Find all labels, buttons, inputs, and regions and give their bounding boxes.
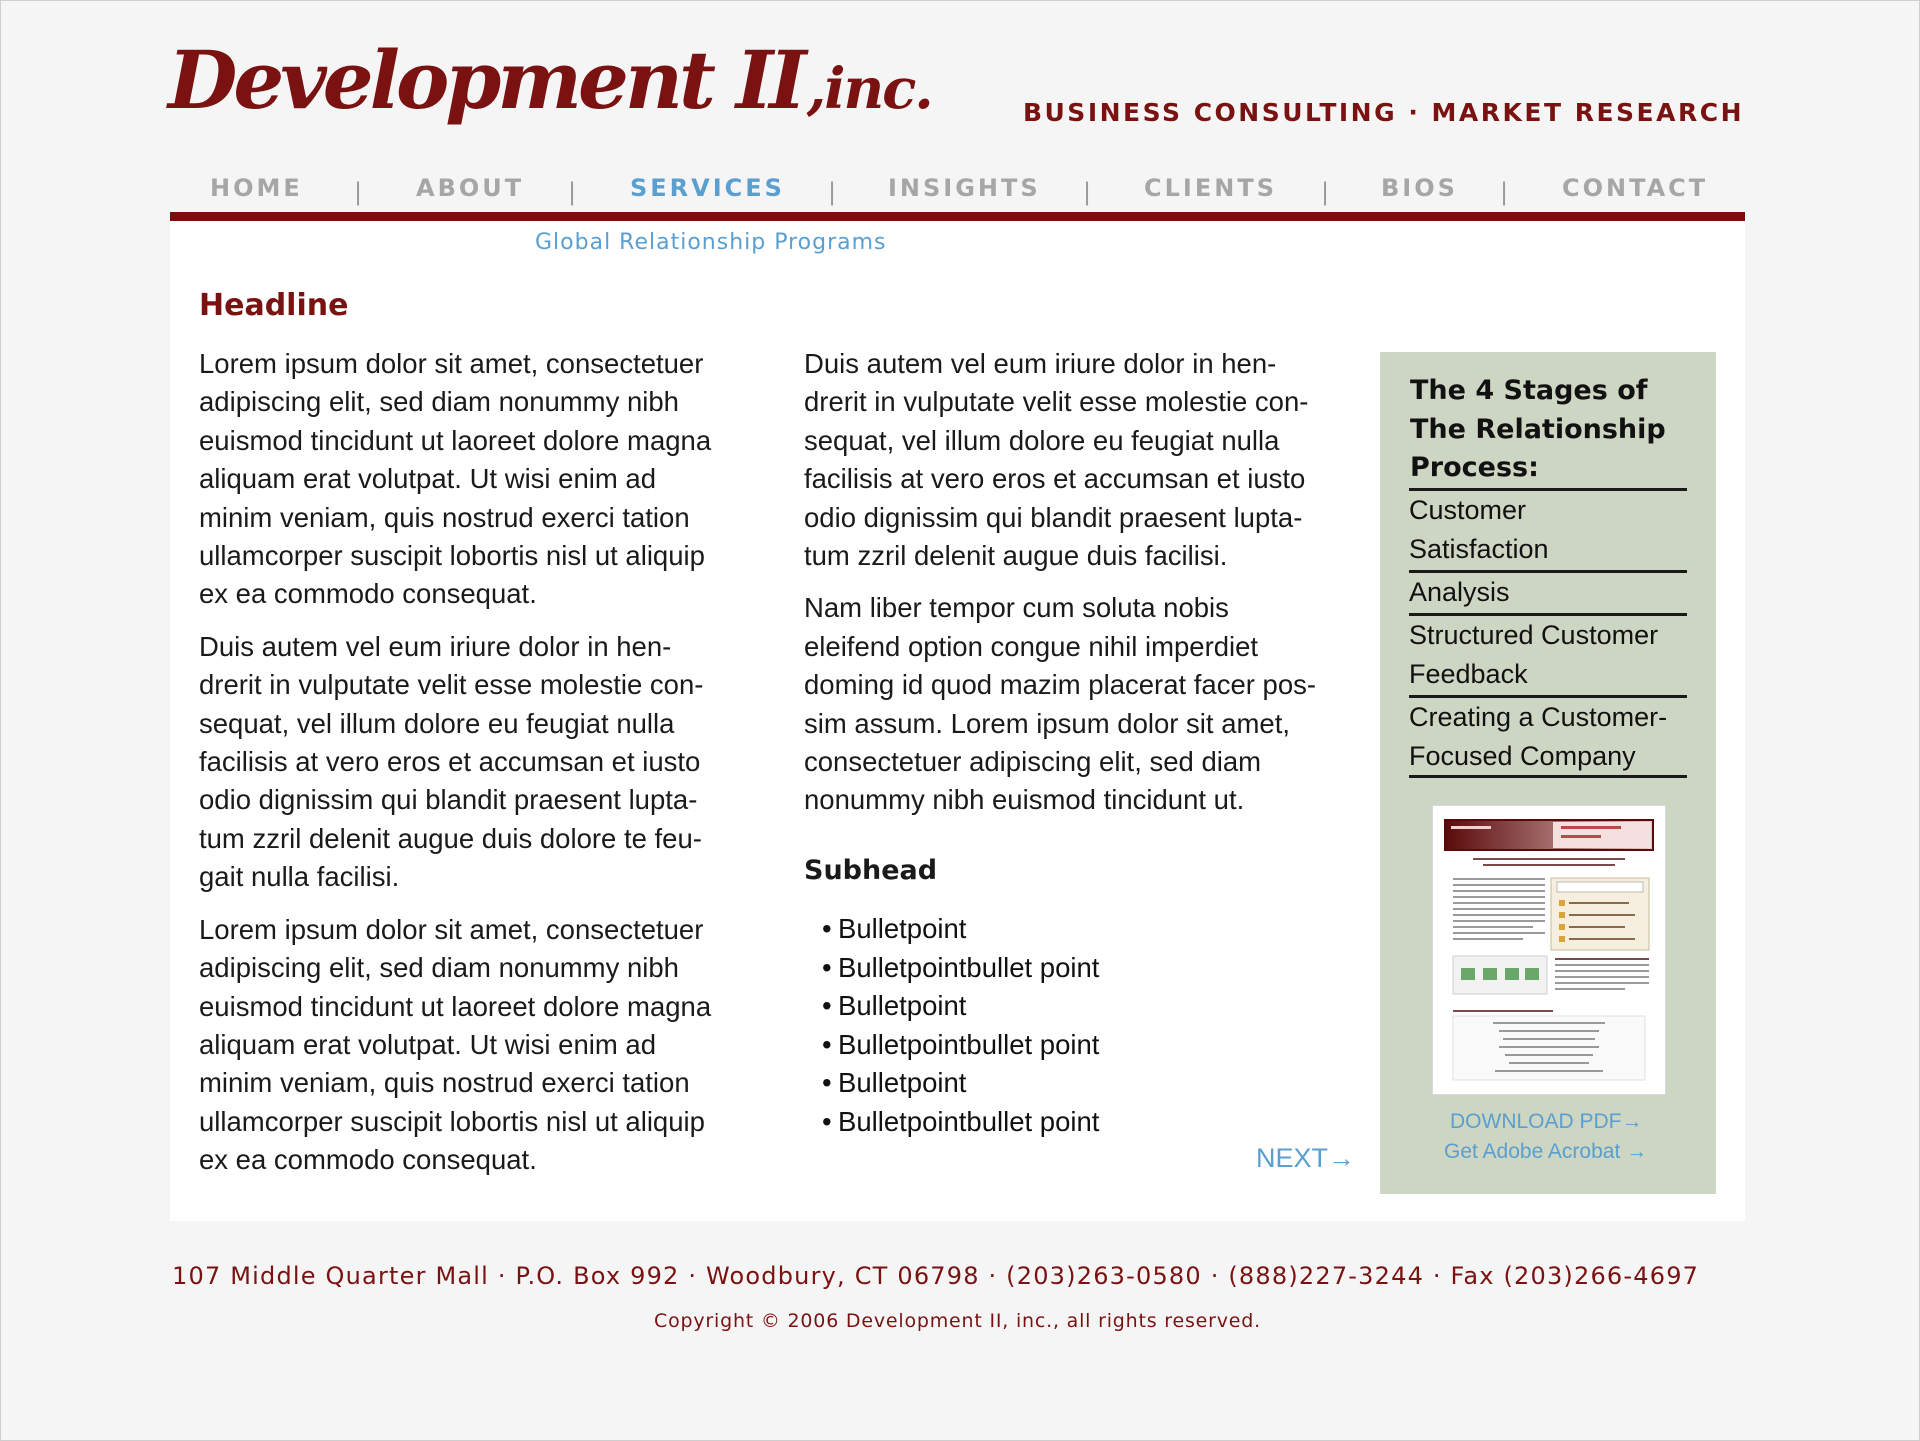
body-paragraph: Lorem ipsum dolor sit amet, consectetuer adipiscing elit, sed diam nonummy nibh euismod tincidunt ut laoreet dolore magna aliquam erat volutpat. Ut wisi enim ad minim veniam, quis nostrud exerci tation ullamcorper suscipit lobortis nisl ut aliquip ex ea commodo consequat. [199, 913, 712, 1176]
nav-contact[interactable]: CONTACT [1562, 174, 1709, 202]
nav-home[interactable]: HOME [210, 174, 303, 202]
body-column-right [804, 345, 1364, 834]
list-item [822, 1026, 1100, 1065]
main-nav [170, 174, 1745, 208]
nav-separator: | [1321, 178, 1330, 206]
body-paragraph: Duis autem vel eum iriure dolor in hen- drerit in vulputate velit esse molestie con- sequat, vel illum dolore eu feugiat nulla facilisis at vero eros et accumsan et iusto odio dignissim qui blandit praesent lupta- tum zzril delenit augue duis facilisi. [804, 348, 1309, 572]
subhead: Subhead [804, 855, 938, 886]
pdf-thumbnail[interactable] [1432, 805, 1666, 1095]
bullet-list [822, 910, 1100, 1142]
body-paragraph: Nam liber tempor cum soluta nobis eleifend option congue nihil imperdiet doming id quod mazim placerat facer pos- sim assum. Lorem ipsum dolor sit amet, consectetuer adipiscing elit, sed diam nonummy nibh euismod tincidunt ut. [804, 592, 1317, 816]
list-item-text: Bulletpointbullet point [838, 951, 1100, 983]
bullet-dot: • [822, 1028, 832, 1060]
body-column-left [199, 345, 779, 1194]
nav-separator: | [354, 178, 363, 206]
nav-clients[interactable]: CLIENTS [1144, 174, 1277, 202]
bullet-dot: • [822, 1105, 832, 1137]
subnav-link[interactable]: Global Relationship Programs [535, 230, 887, 255]
list-item-text: Bulletpoint [838, 913, 967, 944]
nav-underline-bar [170, 212, 1745, 221]
sidebar-title: The 4 Stages of The Relationship Process: [1410, 375, 1666, 483]
nav-bios[interactable]: BIOS [1381, 174, 1458, 202]
bullet-dot: • [822, 1067, 832, 1099]
sidebar-item-customer-focused[interactable]: Creating a Customer- Focused Company [1409, 695, 1687, 775]
get-acrobat-link[interactable]: Get Adobe Acrobat → [1444, 1140, 1648, 1163]
nav-about[interactable]: ABOUT [416, 174, 525, 202]
list-item [822, 910, 1099, 949]
nav-separator: | [1083, 178, 1092, 206]
sidebar-item-customer-satisfaction[interactable]: Customer Satisfaction [1409, 488, 1687, 568]
brand-logo[interactable] [168, 33, 932, 127]
nav-insights[interactable]: INSIGHTS [888, 174, 1041, 202]
brand-tagline: BUSINESS CONSULTING · MARKET RESEARCH [1022, 98, 1744, 127]
sidebar-divider [1409, 775, 1687, 778]
next-link[interactable]: NEXT→ [1256, 1143, 1356, 1173]
list-item-text: Bulletpoint [838, 990, 967, 1022]
nav-services[interactable]: SERVICES [630, 174, 785, 202]
list-item-text: Bulletpointbullet point [838, 1028, 1100, 1060]
nav-separator: | [1500, 178, 1509, 206]
sidebar-item-structured-feedback[interactable]: Structured Customer Feedback [1409, 613, 1687, 693]
bullet-dot: • [822, 913, 832, 944]
page-headline: Headline [199, 288, 349, 323]
brand-suffix: ,inc. [806, 56, 932, 122]
bullet-dot: • [822, 951, 832, 983]
body-paragraph: Duis autem vel eum iriure dolor in hen- drerit in vulputate velit esse molestie con- sequat, vel illum dolore eu feugiat nulla facilisis at vero eros et accumsan et iusto odio dignissim qui blandit praesent lupta- tum zzril delenit augue duis dolore te feu- gait nulla facilisi. [199, 630, 704, 893]
list-item-text: Bulletpointbullet point [838, 1105, 1100, 1137]
nav-separator: | [568, 178, 577, 206]
list-item [822, 987, 1099, 1026]
download-pdf-link[interactable]: DOWNLOAD PDF→ [1450, 1110, 1643, 1133]
list-item [822, 1064, 1099, 1103]
list-item [822, 949, 1100, 988]
list-item-text: Bulletpoint [838, 1067, 967, 1099]
footer-address: 107 Middle Quarter Mall · P.O. Box 992 · Woodbury, CT 06798 · (203)263-0580 · (888)227-3244 · Fax (203)266-4697 [172, 1262, 1700, 1290]
brand-name: Development II [168, 33, 803, 127]
list-item [822, 1103, 1100, 1142]
nav-separator: | [828, 178, 837, 206]
footer-copyright: Copyright © 2006 Development II, inc., all rights reserved. [654, 1310, 1261, 1332]
pdf-preview-icon [1433, 806, 1665, 1094]
bullet-dot: • [822, 990, 832, 1022]
body-paragraph: Lorem ipsum dolor sit amet, consectetuer adipiscing elit, sed diam nonummy nibh euismod tincidunt ut laoreet dolore magna aliquam erat volutpat. Ut wisi enim ad minim veniam, quis nostrud exerci tation ullamcorper suscipit lobortis nisl ut aliquip ex ea commodo consequat. [199, 348, 712, 610]
sidebar-item-analysis[interactable]: Analysis [1409, 570, 1687, 612]
